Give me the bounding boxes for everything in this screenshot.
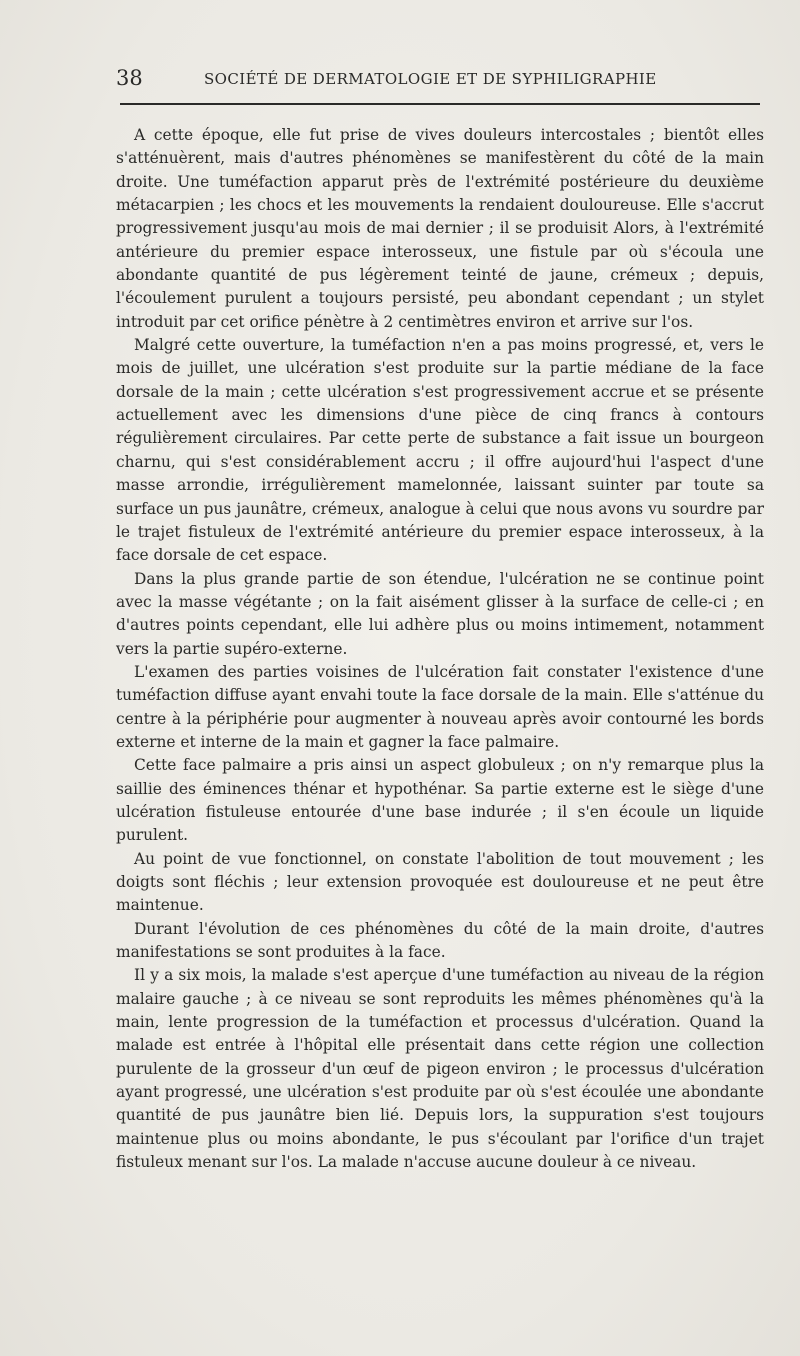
page-number: 38 (116, 66, 143, 90)
running-title: SOCIÉTÉ DE DERMATOLOGIE ET DE SYPHILIGRAPHIE (204, 70, 657, 88)
paragraph: Au point de vue fonctionnel, on constate l'abolition de tout mouvement ; les doigts sont fléchis ; leur extension provoquée est douloureuse et ne peut être maintenue. (116, 849, 764, 915)
paragraph: L'examen des parties voisines de l'ulcération fait constater l'existence d'une tuméfaction diffuse ayant envahi toute la face dorsale de la main. Elle s'atténue du centre à la périphérie pour augmenter à nouveau après avoir contourné les bords externe et interne de la main et gagner la face palmaire. (116, 662, 764, 751)
paragraph: Dans la plus grande partie de son étendue, l'ulcération ne se continue point avec la masse végétante ; on la fait aisément glisser à la surface de celle-ci ; en d'autres points cependant, elle lui adhère plus ou moins intimement, notamment vers la partie supéro-externe. (116, 569, 764, 658)
header-rule (120, 103, 760, 105)
page-header (116, 64, 761, 96)
paragraph: Il y a six mois, la malade s'est aperçue d'une tuméfaction au niveau de la région malaire gauche ; à ce niveau se sont reproduits les mêmes phénomènes qu'à la main, lente progression de la tuméfaction et processus d'ulcération. Quand la malade est entrée à l'hôpital elle présentait dans cette région une collection purulente de la grosseur d'un œuf de pigeon environ ; le processus d'ulcération ayant progressé, une ulcération s'est produite par où s'est écoulée une abondante quantité de pus jaunâtre bien lié. Depuis lors, la suppuration s'est toujours maintenue plus ou moins abondante, le pus s'écoulant par l'orifice d'un trajet fistuleux menant sur l'os. La malade n'accuse aucune douleur à ce niveau. (116, 966, 764, 1172)
paragraph: A cette époque, elle fut prise de vives douleurs intercostales ; bientôt elles s'atténuèrent, mais d'autres phénomènes se manifestèrent du côté de la main droite. Une tuméfaction apparut près de l'extrémité postérieure du deuxième métacarpien ; les chocs et les mouvements la rendaient douloureuse. Elle s'accrut progressivement jusqu'au mois de mai dernier ; il se produisit Alors, à l'extrémité antérieure du premier espace interosseux, une fistule par où s'écoula une abondante quantité de pus légèrement teinté de jaune, crémeux ; depuis, l'écoulement purulent a toujours persisté, peu abondant cependant ; un stylet introduit par cet orifice pénètre à 2 centimètres environ et arrive sur l'os. (116, 126, 764, 331)
paragraph: Malgré cette ouverture, la tuméfaction n'en a pas moins progressé, et, vers le mois de juillet, une ulcération s'est produite sur la partie médiane de la face dorsale de la main ; cette ulcération s'est progressivement accrue et se présente actuellement avec les dimensions d'une pièce de cinq francs à contours régulièrement circulaires. Par cette perte de substance a fait issue un bourgeon charnu, qui s'est considérablement accru ; il offre aujourd'hui l'aspect d'une masse arrondie, irrégulièrement mamelonnée, laissant suinter par toute sa surface un pus jaunâtre, crémeux, analogue à celui que nous avons vu sourdre par le trajet fistuleux de l'extrémité antérieure du premier espace interosseux, à la face dorsale de cet espace. (116, 336, 764, 565)
paragraph: Durant l'évolution de ces phénomènes du côté de la main droite, d'autres manifestations se sont produites à la face. (116, 919, 764, 962)
paragraph: Cette face palmaire a pris ainsi un aspect globuleux ; on n'y remarque plus la saillie des éminences thénar et hypothénar. Sa partie externe est le siège d'une ulcération fistuleuse entourée d'une base indurée ; il s'en écoule un liquide purulent. (116, 756, 764, 845)
body-text (116, 124, 764, 1174)
